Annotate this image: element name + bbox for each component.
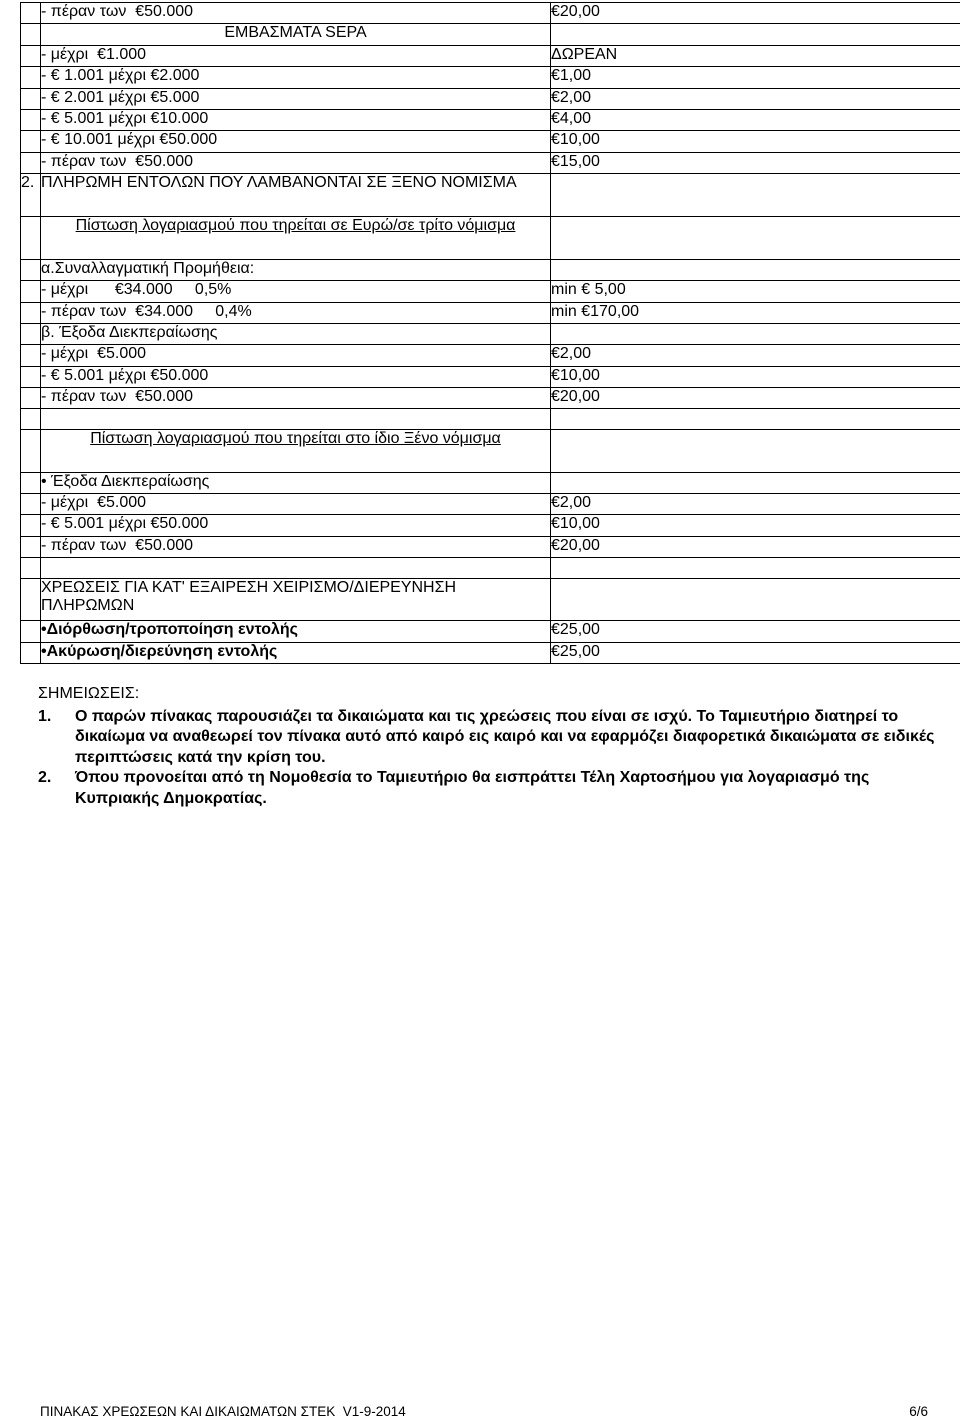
fee-category: α.Συναλλαγματική Προμήθεια: [41,259,551,280]
table-row [21,88,960,109]
fee-category: • Έξοδα Διεκπεραίωσης [41,472,551,493]
note-text: Ο παρών πίνακας παρουσιάζει τα δικαιώματα και τις χρεώσεις που είναι σε ισχύ. Το Ταμιευτήριο διατηρεί το δικαίωμα να αναθεωρεί τον πίνακα αυτό από καιρό εις καιρό και να εφαρμόζει διαφορετικά δικαιώματα σε ειδικές περιπτώσεις κατά την κρίση του. [75,707,935,766]
fee-table [20,2,960,664]
note-number: 1. [38,707,52,725]
table-row [21,472,960,493]
note-item [38,768,938,809]
fee-amount: €10,00 [551,515,960,536]
fee-description: - € 2.001 μέχρι €5.000 [41,88,551,109]
table-row [21,409,960,429]
table-row [21,536,960,557]
fee-description: - πέραν των €50.000 [41,388,551,409]
fee-description: - € 1.001 μέχρι €2.000 [41,67,551,88]
fee-description: - μέχρι €34.000 0,5% [41,281,551,302]
fee-amount: €10,00 [551,131,960,152]
table-row [21,131,960,152]
table-row [21,515,960,536]
subsection-heading: Πίστωση λογαριασμού που τηρείται σε Ευρώ/σε τρίτο νόμισμα [41,216,551,259]
fee-description: - μέχρι €1.000 [41,45,551,66]
table-row [21,281,960,302]
table-row [21,429,960,472]
table-row [21,45,960,66]
fee-description: - πέραν των €50.000 [41,536,551,557]
fee-amount: €4,00 [551,109,960,130]
table-row [21,3,960,24]
fee-description: - μέχρι €5.000 [41,345,551,366]
table-row [21,388,960,409]
fee-description: •Διόρθωση/τροποποίηση εντολής [41,621,551,642]
fee-amount: €2,00 [551,88,960,109]
table-row [21,67,960,88]
page-number: 6/6 [909,1404,928,1419]
table-row [21,642,960,663]
table-row [21,24,960,45]
section-heading: ΠΛΗΡΩΜΗ ΕΝΤΟΛΩΝ ΠΟΥ ΛΑΜΒΑΝΟΝΤΑΙ ΣΕ ΞΕΝΟ ΝΟΜΙΣΜΑ [41,174,551,217]
table-row [21,152,960,173]
fee-amount: €25,00 [551,621,960,642]
note-number: 2. [38,769,52,786]
fee-description: - € 5.001 μέχρι €50.000 [41,366,551,387]
table-row [21,366,960,387]
fee-description: - € 10.001 μέχρι €50.000 [41,131,551,152]
notes-section [38,684,938,809]
note-item [38,707,938,769]
table-row [21,345,960,366]
fee-amount: €25,00 [551,642,960,663]
fee-description: - πέραν των €50.000 [41,3,551,24]
fee-category: β. Έξοδα Διεκπεραίωσης [41,323,551,344]
fee-amount: €20,00 [551,388,960,409]
fee-description: •Ακύρωση/διερεύνηση εντολής [41,642,551,663]
table-row [21,621,960,642]
fee-amount: min €170,00 [551,302,960,323]
table-row [21,323,960,344]
fee-amount: €10,00 [551,366,960,387]
fee-amount: €15,00 [551,152,960,173]
section-number: 2. [21,174,41,217]
section-heading: ΧΡΕΩΣΕΙΣ ΓΙΑ ΚΑΤ' ΕΞΑΙΡΕΣΗ ΧΕΙΡΙΣΜΟ/ΔΙΕΡΕΥΝΗΣΗ ΠΛΗΡΩΜΩΝ [41,578,551,621]
fee-amount: min € 5,00 [551,281,960,302]
fee-description: - πέραν των €50.000 [41,152,551,173]
fee-description: - μέχρι €5.000 [41,494,551,515]
fee-description: - € 5.001 μέχρι €10.000 [41,109,551,130]
table-row [21,109,960,130]
fee-amount: €2,00 [551,494,960,515]
fee-amount: €1,00 [551,67,960,88]
note-text: Όπου προνοείται από τη Νομοθεσία το Ταμιευτήριο θα εισπράττει Τέλη Χαρτοσήμου για λογαριασμό της Κυπριακής Δημοκρατίας. [75,769,870,807]
fee-amount: €20,00 [551,3,960,24]
subsection-heading: Πίστωση λογαριασμού που τηρείται στο ίδιο Ξένο νόμισμα [41,429,551,472]
table-row [21,259,960,280]
table-row [21,494,960,515]
page-footer [40,1404,928,1419]
table-row [21,216,960,259]
fee-amount: ΔΩΡΕΑΝ [551,45,960,66]
fee-amount: €2,00 [551,345,960,366]
notes-heading: ΣΗΜΕΙΩΣΕΙΣ: [38,685,140,702]
fee-amount: €20,00 [551,536,960,557]
section-heading: ΕΜΒΑΣΜΑΤΑ SEPA [41,24,551,45]
table-row [21,302,960,323]
table-row [21,174,960,217]
table-row [21,558,960,578]
footer-title: ΠΙΝΑΚΑΣ ΧΡΕΩΣΕΩΝ ΚΑΙ ΔΙΚΑΙΩΜΑΤΩΝ ΣΤΕΚ V1-9-2014 [40,1404,406,1419]
table-row [21,578,960,621]
fee-description: - € 5.001 μέχρι €50.000 [41,515,551,536]
fee-description: - πέραν των €34.000 0,4% [41,302,551,323]
